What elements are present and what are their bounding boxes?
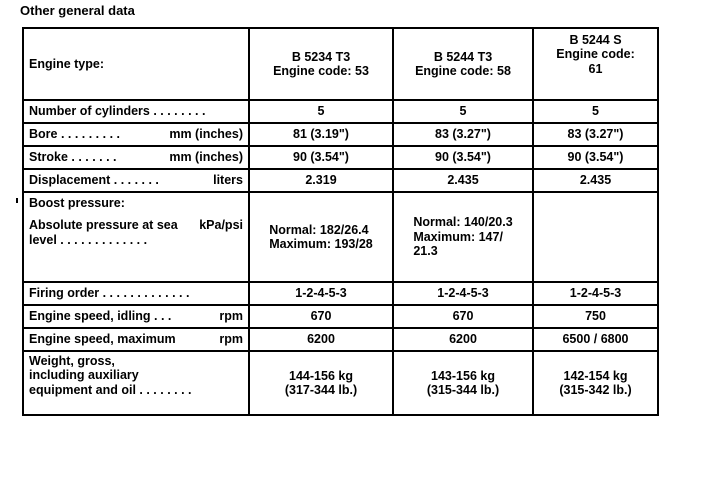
table-cell: 90 (3.54") bbox=[393, 146, 533, 169]
table-cell: 5 bbox=[533, 100, 658, 123]
engine-model: B 5234 T3 bbox=[291, 49, 351, 64]
table-cell: 1-2-4-5-3 bbox=[533, 282, 658, 305]
firing-order-label: Firing order . . . . . . . . . . . . . bbox=[23, 282, 249, 305]
stroke-label: Stroke . . . . . . . mm (inches) bbox=[23, 146, 249, 169]
unit-label: kPa/psi bbox=[199, 217, 243, 232]
table-cell: 670 bbox=[393, 305, 533, 328]
table-cell: 142-154 kg (315-342 lb.) bbox=[533, 351, 658, 415]
table-cell: 90 (3.54") bbox=[533, 146, 658, 169]
unit-label: mm (inches) bbox=[169, 127, 243, 142]
unit-label: rpm bbox=[219, 332, 243, 347]
engine-header-1 bbox=[249, 28, 393, 100]
firing-order-row bbox=[23, 282, 658, 305]
boost-row bbox=[23, 192, 658, 282]
engine-type-row bbox=[23, 28, 658, 100]
table-cell: 1-2-4-5-3 bbox=[393, 282, 533, 305]
stroke-row bbox=[23, 146, 658, 169]
max-speed-label: Engine speed, maximum rpm bbox=[23, 328, 249, 351]
section-heading: Other general data bbox=[20, 3, 135, 18]
boost-heading: Boost pressure: bbox=[29, 196, 125, 210]
engine-code: Engine code: 58 bbox=[415, 64, 511, 78]
table-cell: 5 bbox=[249, 100, 393, 123]
engine-data-table bbox=[22, 27, 659, 416]
table-cell: 2.319 bbox=[249, 169, 393, 192]
cylinders-row bbox=[23, 100, 658, 123]
table-cell: 143-156 kg (315-344 lb.) bbox=[393, 351, 533, 415]
idle-speed-row bbox=[23, 305, 658, 328]
engine-header-3 bbox=[533, 28, 658, 100]
displacement-label: Displacement . . . . . . . liters bbox=[23, 169, 249, 192]
table-cell: 83 (3.27") bbox=[533, 123, 658, 146]
engine-type-label: Engine type: bbox=[23, 28, 249, 100]
table-cell: 1-2-4-5-3 bbox=[249, 282, 393, 305]
max-speed-row bbox=[23, 328, 658, 351]
weight-label: Weight, gross, including auxiliary equipment and oil . . . . . . . . bbox=[23, 351, 249, 415]
engine-model: B 5244 T3 bbox=[433, 49, 493, 64]
table-cell: 90 (3.54") bbox=[249, 146, 393, 169]
engine-model: B 5244 S bbox=[569, 33, 622, 47]
engine-code: Engine code: 61 bbox=[556, 47, 635, 76]
table-cell: 6200 bbox=[393, 328, 533, 351]
table-cell: 6500 / 6800 bbox=[533, 328, 658, 351]
table-cell: 670 bbox=[249, 305, 393, 328]
table-cell: Normal: 140/20.3 Maximum: 147/ 21.3 bbox=[393, 192, 533, 282]
table-cell: 2.435 bbox=[393, 169, 533, 192]
engine-code: Engine code: 53 bbox=[273, 64, 369, 78]
table-cell: Normal: 182/26.4 Maximum: 193/28 bbox=[249, 192, 393, 282]
bore-label: Bore . . . . . . . . . mm (inches) bbox=[23, 123, 249, 146]
table-cell: 6200 bbox=[249, 328, 393, 351]
table-cell: 144-156 kg (317-344 lb.) bbox=[249, 351, 393, 415]
unit-label: mm (inches) bbox=[169, 150, 243, 165]
table-cell: 5 bbox=[393, 100, 533, 123]
boost-sublabel: Absolute pressure at sea level . . . . . . . . . . . . . bbox=[29, 218, 178, 247]
unit-label: liters bbox=[213, 173, 243, 188]
table-cell: 2.435 bbox=[533, 169, 658, 192]
boost-label bbox=[23, 192, 249, 282]
bore-row bbox=[23, 123, 658, 146]
cylinders-label: Number of cylinders . . . . . . . . bbox=[23, 100, 249, 123]
table-cell: 81 (3.19") bbox=[249, 123, 393, 146]
unit-label: rpm bbox=[219, 309, 243, 324]
engine-header-2 bbox=[393, 28, 533, 100]
table-cell: 83 (3.27") bbox=[393, 123, 533, 146]
displacement-row bbox=[23, 169, 658, 192]
table-cell: 750 bbox=[533, 305, 658, 328]
margin-mark bbox=[16, 198, 18, 203]
table-cell bbox=[533, 192, 658, 282]
weight-row bbox=[23, 351, 658, 415]
idle-speed-label: Engine speed, idling . . . rpm bbox=[23, 305, 249, 328]
